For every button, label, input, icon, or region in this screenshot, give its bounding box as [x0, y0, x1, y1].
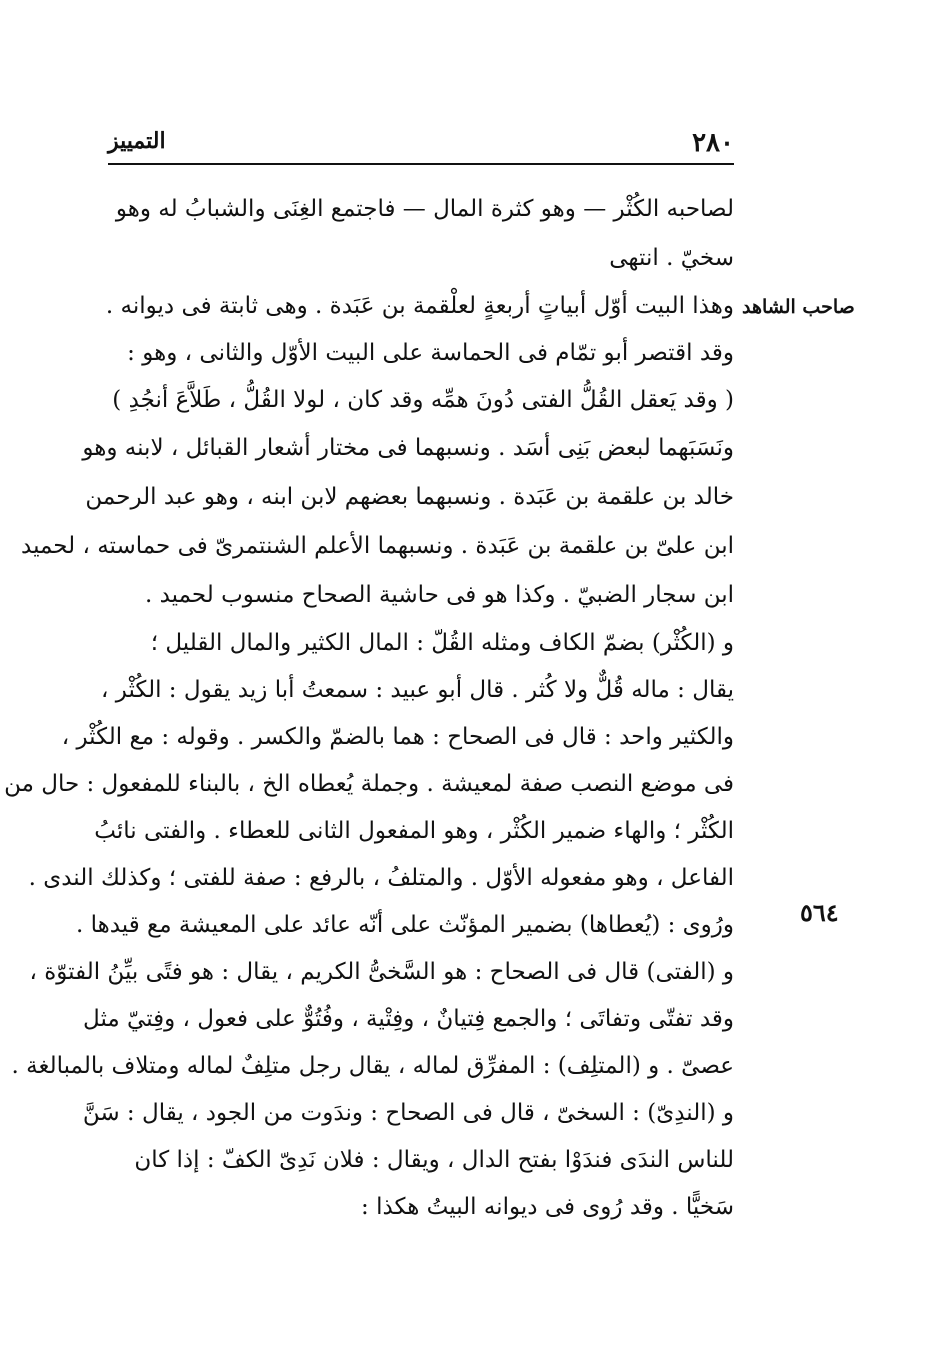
text-line: الكُثْر ؛ والهاء ضمير الكُثْر ، وهو المفعول الثانى للعطاء . والفتى نائبُ	[94, 818, 734, 844]
text-line: ونَسَبَهما لبعض بَنِى أسَد . ونسبهما فى مختار أشعار القبائل ، لابنه وهو	[82, 435, 734, 461]
margin-note-shahid: صاحب الشاهد	[742, 296, 855, 318]
text-line: و (الندِىّ) : السخىّ ، قال فى الصحاح : وندَوت من الجود ، يقال : سَنَّ	[82, 1100, 734, 1126]
text-line: وقد اقتصر أبو تمّام فى الحماسة على البيت الأوّل والثانى ، وهو :	[127, 340, 734, 366]
text-line: و (الفتى) قال فى الصحاح : هو السَّخىُّ الكريم ، يقال : هو فتًى بيِّنُ الفتوّة ،	[29, 959, 734, 985]
text-line: والكثير واحد : قال فى الصحاح : هما بالضمّ والكسر . وقوله : مع الكُثْر ،	[61, 724, 734, 750]
body-text	[4, 185, 734, 1231]
running-title: التمييز	[108, 128, 166, 154]
verse-line: ( وقد يَعقل القُلُّ الفتى دُونَ همِّه وقد كان ، لولا القُلُّ ، طَلاَّعَ أنجُدِ )	[112, 387, 734, 413]
header-rule	[108, 163, 734, 165]
text-line: فى موضع النصب صفة لمعيشة . وجملة يُعطاه الخ ، بالبناء للمفعول : حال من	[4, 771, 734, 797]
text-line: الفاعل ، وهو مفعوله الأوّل . والمتلفُ ، بالرفع : صفة للفتى ؛ وكذلك الندى .	[28, 865, 734, 891]
text-line: ورُوى : (يُعطاها) بضمير المؤنّث على أنّه عائد على المعيشة مع قيدها .	[75, 912, 734, 938]
text-line: وهذا البيت أوّل أبياتٍ أربعةٍ لعلْقمة بن عَبَدة . وهى ثابتة فى ديوانه .	[105, 293, 734, 319]
page-number: ٢٨٠	[692, 128, 734, 158]
text-line: ابن علىّ بن علقمة بن عَبَدة . ونسبهما الأعلم الشنتمرىّ فى حماسته ، لحميد	[21, 533, 734, 559]
text-line: ابن سجار الضبيّ . وكذا هو فى حاشية الصحاح منسوب لحميد .	[144, 582, 734, 608]
text-line: يقال : ماله قُلٌّ ولا كُثر . قال أبو عبيد : سمعتُ أبا زيد يقول : الكُثْر ،	[101, 677, 734, 703]
text-line: وقد تفتّى وتفاتَى ؛ والجمع فِتيانٌ ، وفِتْية ، وفُتُوٌّ على فعول ، وفِتيّ مثل	[83, 1006, 734, 1032]
text-line: سخيّ . انتهى	[609, 245, 734, 271]
text-line: سَخيًّا . وقد رُوى فى ديوانه البيتُ هكذا :	[361, 1194, 734, 1220]
page-header	[108, 128, 734, 164]
text-line: و (الكُثْر) بضمّ الكاف ومثله القُلّ : المال الكثير والمال القليل ؛	[150, 630, 734, 656]
text-line: خالد بن علقمة بن عَبَدة . ونسبهما بعضهم لابن ابنه ، وهو عبد الرحمن	[85, 484, 734, 510]
text-line: عصىّ . و (المتلِف) : المفرِّق لماله ، يقال رجل متلِفٌ لماله ومتلاف بالمبالغة .	[11, 1053, 734, 1079]
text-line: لصاحبه الكُثْر — وهو كثرة المال — فاجتمع الغِنَى والشبابُ له وهو	[115, 196, 734, 222]
margin-entry-number: ٥٦٤	[800, 898, 839, 927]
text-line: للناس الندَى فندَوْا بفتح الدال ، ويقال : فلان نَدِىّ الكفّ : إذا كان	[134, 1147, 734, 1173]
